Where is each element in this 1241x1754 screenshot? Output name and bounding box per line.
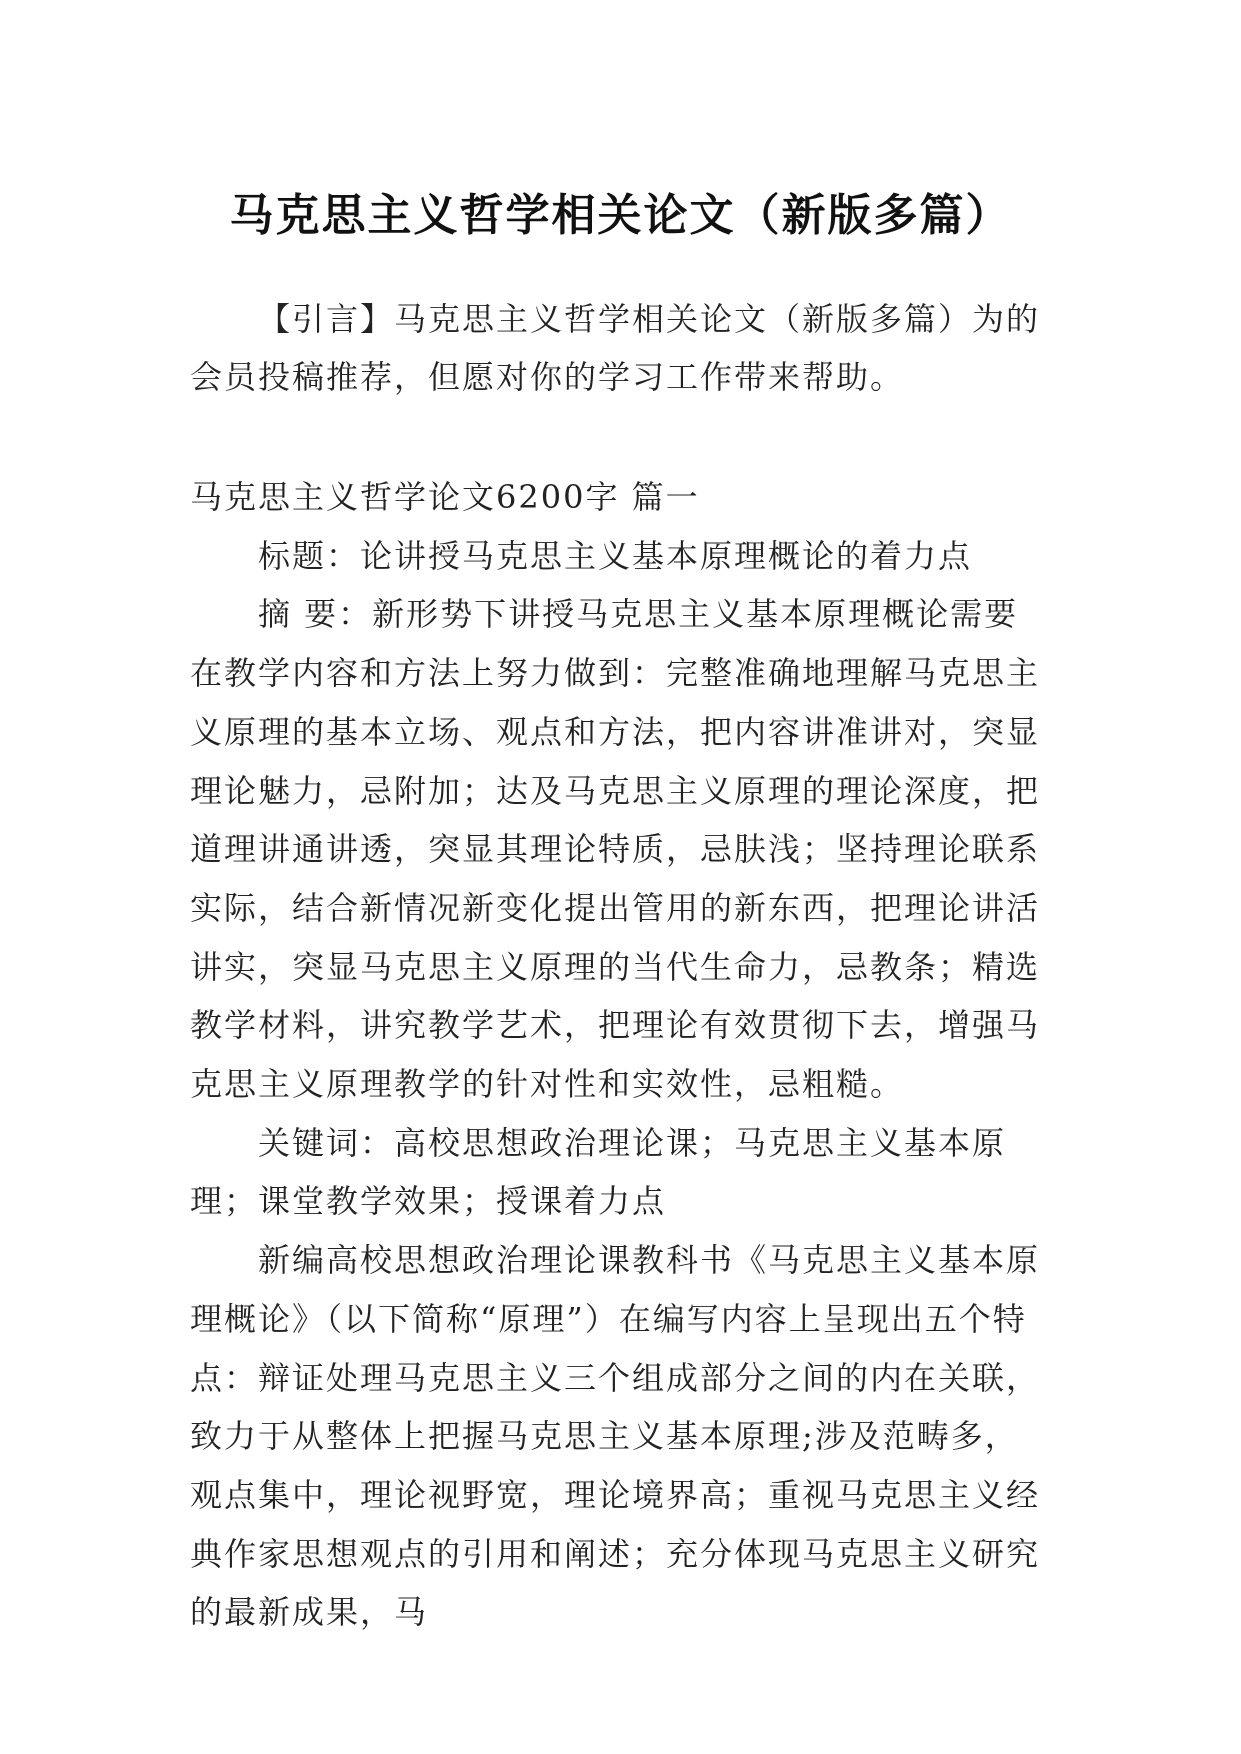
intro-paragraph: 【引言】马克思主义哲学相关论文（新版多篇）为的会员投稿推荐，但愿对你的学习工作带来帮助。 <box>190 300 1041 396</box>
section-heading: 马克思主义哲学论文6200字 篇一 <box>190 478 700 516</box>
article-body <box>190 468 1050 1642</box>
keywords-paragraph: 关键词：高校思想政治理论课；马克思主义基本原理；课堂教学效果；授课着力点 <box>190 1123 1007 1221</box>
abstract-paragraph: 摘 要：新形势下讲授马克思主义基本原理概论需要在教学内容和方法上努力做到：完整准确地理解马克思主义原理的基本立场、观点和方法，把内容讲准讲对，突显理论魅力，忌附加；达及马克思主义原理的理论深度，把道理讲通讲透，突显其理论特质，忌肤浅；坚持理论联系实际，结合新情况新变化提出管用的新东西，把理论讲活讲实，突显马克思主义原理的当代生命力，忌教条；精选教学材料，讲究教学艺术，把理论有效贯彻下去，增强马克思主义原理教学的针对性和实效性，忌粗糙。 <box>190 595 1041 1104</box>
paper-title: 标题：论讲授马克思主义基本原理概论的着力点 <box>258 536 973 575</box>
document-title: 马克思主义哲学相关论文（新版多篇） <box>229 190 1012 242</box>
body-paragraph: 新编高校思想政治理论课教科书《马克思主义基本原理概论》（以下简称“原理”）在编写内容上呈现出五个特点：辩证处理马克思主义三个组成部分之间的内在关联，致力于从整体上把握马克思主义基本原理;涉及范畴多，观点集中，理论视野宽，理论境界高；重视马克思主义经典作家思想观点的引用和阐述；充分体现马克思主义研究的最新成果，马 <box>190 1241 1041 1632</box>
